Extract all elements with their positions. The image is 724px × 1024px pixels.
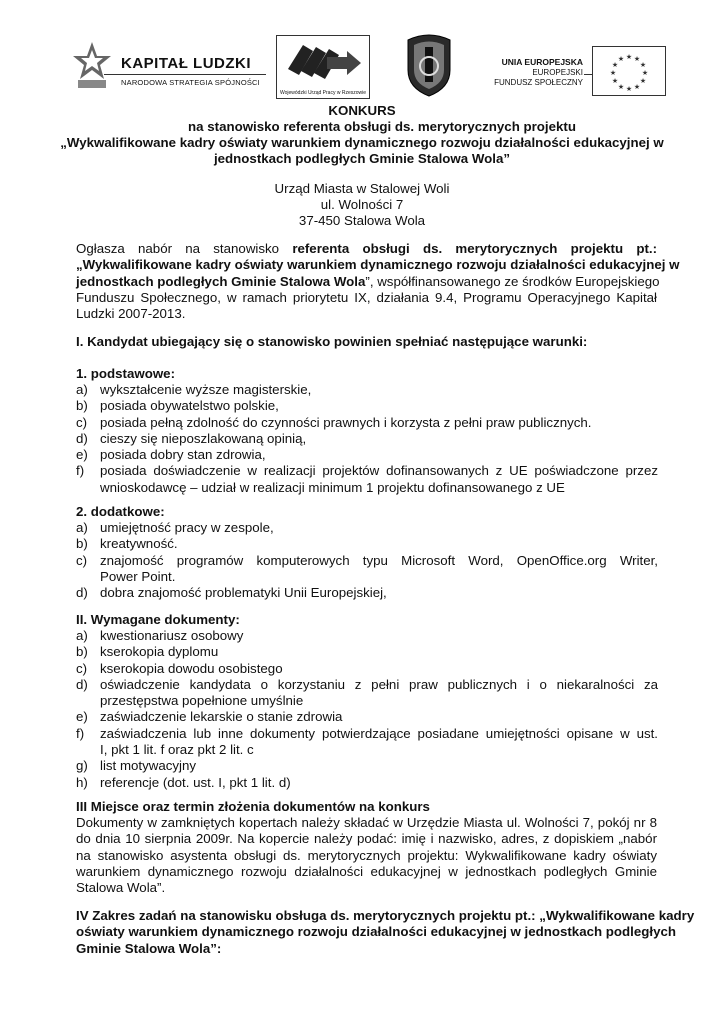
list-item — [76, 628, 658, 644]
svg-text:★: ★ — [639, 77, 647, 85]
intro-line-5: Ludzki 2007-2013. — [76, 306, 186, 322]
svg-text:★: ★ — [633, 83, 641, 91]
list-text: kserokopia dowodu osobistego — [100, 660, 283, 676]
list-item — [76, 536, 658, 552]
intro-line-2: „Wykwalifikowane kadry oświaty warunkiem dynamicznego rozwoju działalności edukacyjnej w — [76, 257, 680, 273]
list-text: umiejętność pracy w zespole, — [100, 520, 274, 535]
list-item — [76, 447, 658, 463]
list-marker: d) — [76, 430, 88, 446]
section-3-line-3: na stanowisko asystenta obsługi ds. merytorycznych projektu: Wykwalifikowane kadry oświaty — [76, 847, 657, 863]
list-text: list motywacyjny — [100, 758, 197, 774]
list-text: kreatywność. — [100, 536, 178, 552]
list-marker: c) — [76, 414, 88, 430]
svg-text:★: ★ — [639, 61, 647, 69]
intro-text-3: ”, współfinansowanego ze środków Europejskiego — [365, 273, 660, 289]
intro-paragraph — [76, 241, 680, 322]
kl-subtitle: NARODOWA STRATEGIA SPÓJNOŚCI — [121, 78, 260, 87]
list-text: cieszy się nieposzlakowaną opinią, — [100, 430, 307, 446]
section-4-heading — [76, 908, 695, 957]
list-text: posiada doświadczenie w realizacji projektów dofinansowanych z UE poświadczone przez — [100, 463, 658, 479]
ue-title: UNIA EUROPEJSKA — [501, 57, 583, 67]
address-line-2: ul. Wolności 7 — [320, 197, 404, 212]
basic-requirements-list — [76, 382, 658, 496]
svg-text:★: ★ — [625, 53, 633, 61]
section-4-line-2: oświaty warunkiem dynamicznego rozwoju działalności edukacyjnej w jednostkach podległych — [76, 924, 676, 940]
address-line-1: Urząd Miasta w Stalowej Woli — [274, 181, 450, 196]
documents-list — [76, 628, 658, 791]
intro-project-end: jednostkach podległych Gminie Stalowa Wola — [76, 273, 366, 289]
extra-requirements-list — [76, 520, 658, 601]
list-text: posiada pełną zdolność do czynności prawnych i korzysta z pełni praw publicznych. — [100, 414, 592, 430]
logo-divider — [104, 74, 266, 75]
list-item — [76, 553, 658, 586]
intro-text-1: Ogłasza nabór na stanowisko — [76, 241, 293, 256]
list-marker: b) — [76, 644, 88, 660]
kl-name: KAPITAŁ LUDZKI — [121, 55, 252, 72]
svg-text:★: ★ — [625, 85, 633, 93]
list-text: kserokopia dyplomu — [100, 644, 219, 660]
basic-heading: 1. podstawowe: — [76, 366, 175, 381]
ue-line2: EUROPEJSKI — [532, 68, 583, 77]
list-text: zaświadczenia lub inne dokumenty potwierdzające posiadane umiejętności opisane w ust. — [100, 725, 658, 741]
logo-strip — [0, 0, 724, 110]
list-marker: a) — [76, 628, 88, 643]
section-1-heading: I. Kandydat ubiegający się o stanowisko powinien spełniać następujące warunki: — [76, 334, 588, 349]
list-text: referencje (dot. ust. I, pkt 1 lit. d) — [100, 774, 291, 790]
list-text: zaświadczenie lekarskie o stanie zdrowia — [100, 709, 343, 725]
svg-text:★: ★ — [609, 69, 617, 77]
wup-caption: Wojewódzki Urząd Pracy w Rzeszowie — [279, 90, 367, 96]
list-text: oświadczenie kandydata o korzystaniu z pełni praw publicznych i o niekaralności za — [100, 676, 658, 692]
list-marker: c) — [76, 552, 88, 568]
list-item — [76, 758, 658, 774]
list-text-cont: Power Point. — [100, 568, 176, 584]
svg-text:★: ★ — [617, 55, 625, 63]
list-marker: f) — [76, 725, 85, 741]
konkurs-title: KONKURS — [328, 103, 396, 118]
city-coat-of-arms-icon — [404, 32, 454, 98]
section-3-line-5: Stalowa Wola”. — [76, 880, 166, 896]
list-text-cont: wnioskodawcę – udział w realizacji minimum 1 projektu dofinansowanego z UE — [100, 479, 565, 495]
list-text-cont: przestępstwa popełnione umyślnie — [100, 693, 304, 709]
section-4-line-1: IV Zakres zadań na stanowisku obsługa ds. merytorycznych projektu pt.: „Wykwalifikowane kadry — [76, 908, 695, 923]
list-marker: c) — [76, 660, 88, 676]
list-text: wykształcenie wyższe magisterskie, — [100, 382, 312, 397]
list-item — [76, 644, 658, 660]
section-4-line-3: Gminie Stalowa Wola”: — [76, 940, 222, 956]
list-text: kwestionariusz osobowy — [100, 628, 244, 643]
list-marker: h) — [76, 774, 88, 790]
list-item — [76, 709, 658, 725]
list-text: znajomość programów komputerowych typu Microsoft Word, OpenOffice.org Writer, — [100, 552, 658, 568]
section-3-line-2: do dnia 10 sierpnia 2009r. Na kopercie należy podać: imię i nazwisko, adres, z dopiskiem „nabór — [76, 831, 657, 847]
wup-logo — [276, 35, 370, 99]
list-item — [76, 520, 658, 536]
list-marker: a) — [76, 382, 88, 397]
list-marker: d) — [76, 676, 88, 692]
list-marker: e) — [76, 447, 88, 463]
title-line-2: „Wykwalifikowane kadry oświaty warunkiem dynamicznego rozwoju działalności edukacyjnej w — [60, 135, 664, 150]
list-text: posiada obywatelstwo polskie, — [100, 398, 279, 414]
eu-flag-icon — [592, 46, 666, 96]
svg-text:★: ★ — [641, 69, 649, 77]
list-marker: g) — [76, 758, 88, 774]
list-item — [76, 398, 658, 414]
list-item — [76, 463, 658, 496]
list-text: posiada dobry stan zdrowia, — [100, 447, 266, 463]
title-line-3: jednostkach podległych Gminie Stalowa Wola” — [213, 151, 511, 166]
list-marker: f) — [76, 463, 85, 479]
wup-emblem-icon — [283, 39, 363, 81]
ue-label — [490, 57, 583, 88]
list-text-cont: I, pkt 1 lit. f oraz pkt 2 lit. c — [100, 742, 254, 758]
list-marker: b) — [76, 536, 88, 552]
address-line-3: 37-450 Stalowa Wola — [298, 213, 426, 228]
section-2-heading: II. Wymagane dokumenty: — [76, 612, 240, 627]
section-3-line-4: warunkiem dynamicznego rozwoju działalności edukacyjnej w jednostkach podległych Gminie — [76, 863, 657, 879]
title-line-1: na stanowisko referenta obsługi ds. merytorycznych projektu — [188, 119, 576, 134]
list-item — [76, 415, 658, 431]
intro-line-4: Funduszu Społecznego, w ramach priorytetu IX, działania 9.4, Programu Operacyjnego Kapitał — [76, 289, 657, 305]
ue-line3: FUNDUSZ SPOŁECZNY — [494, 78, 583, 87]
list-item — [76, 431, 658, 447]
list-marker: a) — [76, 520, 88, 535]
section-3-line-1: Dokumenty w zamkniętych kopertach należy składać w Urzędzie Miasta ul. Wolności 7, pokój nr 8 — [76, 815, 657, 830]
intro-position: referenta obsługi ds. merytorycznych projektu pt.: — [292, 241, 657, 256]
svg-text:★: ★ — [611, 61, 619, 69]
kapital-ludzki-logo-icon — [72, 40, 112, 90]
svg-text:★: ★ — [611, 77, 619, 85]
list-marker: b) — [76, 398, 88, 414]
list-marker: d) — [76, 585, 88, 601]
svg-text:★: ★ — [617, 83, 625, 91]
list-marker: e) — [76, 709, 88, 725]
list-item — [76, 775, 658, 791]
list-item — [76, 677, 658, 710]
section-3-paragraph — [76, 815, 657, 896]
logo-divider-2 — [584, 74, 592, 75]
extra-heading: 2. dodatkowe: — [76, 504, 165, 519]
svg-text:★: ★ — [633, 55, 641, 63]
list-text: dobra znajomość problematyki Unii Europejskiej, — [100, 585, 387, 601]
section-3-heading: III Miejsce oraz termin złożenia dokumentów na konkurs — [76, 799, 430, 814]
list-item — [76, 726, 658, 759]
list-item — [76, 661, 658, 677]
list-item — [76, 382, 658, 398]
list-item — [76, 585, 658, 601]
